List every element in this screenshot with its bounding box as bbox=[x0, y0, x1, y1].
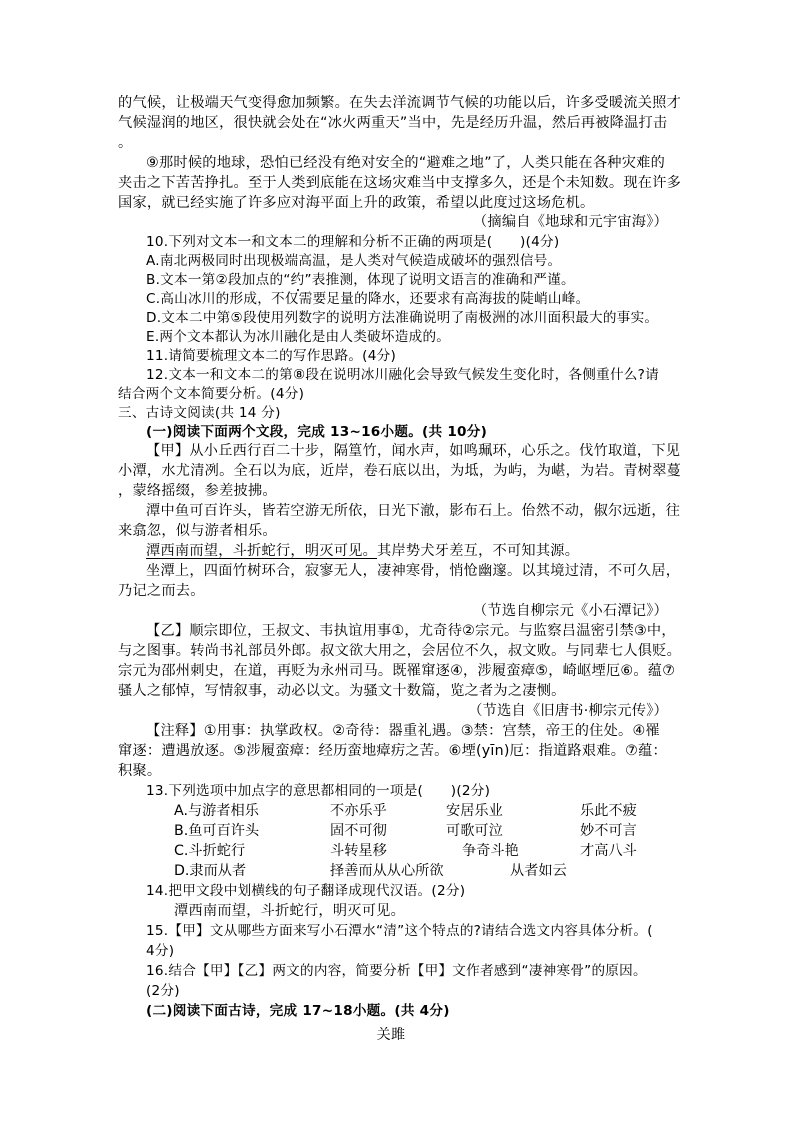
poem-title: 关雎 bbox=[376, 1027, 406, 1043]
yi-line: 【乙】顺宗即位，王叔文、韦执谊用事①，尤奇待②宗元。与监察吕温密引禁③中， bbox=[146, 623, 676, 639]
q13-option-c-3: 争奇斗艳 bbox=[462, 843, 519, 859]
section-3-title: 三、古诗文阅读(共 14 分) bbox=[118, 405, 281, 421]
notes-line: 窜逐：遭遇放逐。⑤涉履蛮瘴：经历蛮地瘴疠之苦。⑥堙(yīn)厄：指道路艰难。⑦蕴： bbox=[118, 743, 667, 759]
question-16-line: (2分) bbox=[146, 983, 180, 999]
yi-line: 宗元为邵州刺史，在道，再贬为永州司马。既罹窜逐④，涉履蛮瘴⑤，崎岖堙厄⑥。蕴⑦ bbox=[118, 663, 676, 679]
paragraph-line: 的气候，让极端天气变得愈加频繁。在失去洋流调节气候的功能以后，许多受暖流关照才 bbox=[118, 95, 682, 111]
notes-line: 【注释】①用事：执掌政权。②奇待：器重礼遇。③禁：宫禁，帝王的住处。④罹 bbox=[146, 723, 660, 739]
yi-source: （节选自《旧唐书·柳宗元传》） bbox=[468, 703, 668, 719]
question-11: 11.请简要梳理文本二的写作思路。(4分) bbox=[146, 348, 397, 364]
paragraph-9-line: 国家，就已经实施了许多应对海平面上升的政策，希望以此度过这场危机。 bbox=[118, 195, 595, 211]
question-14-sentence: 潭西南而望，斗折蛇行，明灭可见。 bbox=[174, 903, 406, 919]
question-10-option-a: A.南北两极同时出现极端高温，是人类对气候造成破坏的强烈信号。 bbox=[146, 253, 562, 269]
jia-source: （节选自柳宗元《小石潭记》） bbox=[472, 603, 668, 619]
question-10-stem: 10.下列对文本一和文本二的理解和分析不正确的两项是( )(4分) bbox=[146, 234, 560, 250]
q13-option-b-3: 可歌可泣 bbox=[446, 823, 503, 839]
question-14-stem: 14.把甲文段中划横线的句子翻译成现代汉语。(2分) bbox=[146, 883, 466, 899]
q13-option-a-3: 安居乐业 bbox=[446, 803, 503, 819]
paragraph-9-line: ⑨那时候的地球，恐怕已经没有绝对安全的“避难之地”了，人类只能在各种灾难的 bbox=[146, 155, 666, 171]
q13-option-c-4: 才高八斗 bbox=[580, 843, 637, 859]
q13-option-b-4: 妙不可言 bbox=[580, 823, 637, 839]
jia-line: 坐潭上，四面竹树环合，寂寥无人，凄神寒骨，悄怆幽邃。以其境过清，不可久居， bbox=[146, 563, 681, 579]
question-10-option-e: E.两个文本都认为冰川融化是由人类破坏造成的。 bbox=[146, 329, 451, 345]
q13-option-d-1: D.隶而从者 bbox=[174, 863, 247, 879]
question-15-line: 15.【甲】文从哪些方面来写小石潭水“清”这个特点的?请结合选文内容具体分析。( bbox=[146, 923, 653, 939]
part-1-title: (一)阅读下面两个文段，完成 13~16小题。(共 10分) bbox=[146, 424, 488, 440]
q13-option-b-1: B.鱼可百许头 bbox=[174, 823, 260, 839]
question-15-line: 4分) bbox=[146, 943, 175, 959]
paragraph-line: 。 bbox=[118, 135, 133, 151]
underlined-sentence: 潭西南而望，斗折蛇行，明灭可见。 bbox=[146, 543, 378, 559]
paragraph-line: 气候湿润的地区，很快就会处在“冰火两重天”当中，先是经历升温，然后再被降温打击 bbox=[118, 115, 668, 131]
paragraph-9-line: 夹击之下苦苦挣扎。至于人类到底能在这场灾难当中支撑多久，还是个未知数。现在许多 bbox=[118, 175, 682, 191]
question-10-option-d: D.文本二中第⑤段使用列数字的说明方法准确说明了南极洲的冰川面积最大的事实。 bbox=[146, 310, 659, 326]
jia-line: 来翕忽，似与游者相乐。 bbox=[118, 523, 277, 539]
q13-option-c-1: C.斗折蛇行 bbox=[174, 843, 246, 859]
q13-option-d-3: 从者如云 bbox=[510, 863, 567, 879]
question-12-line: 结合两个文本简要分析。(4分) bbox=[118, 386, 305, 402]
q13-option-b-2: 固不可彻 bbox=[330, 823, 387, 839]
q13-option-a-1: A.与游者相乐 bbox=[174, 803, 259, 819]
q13-option-d-2: 择善而从从心所欲 bbox=[330, 863, 444, 879]
q13-option-a-4: 乐此不疲 bbox=[580, 803, 637, 819]
question-13-stem: 13.下列选项中加点字的意思都相同的一项是( )(2分) bbox=[146, 783, 491, 799]
jia-underlined-line: 潭西南而望，斗折蛇行，明灭可见。其岸势犬牙差互，不可知其源。 bbox=[146, 543, 580, 559]
yi-line: 与之图事。转尚书礼部员外郎。叔文欲大用之，会居位不久，叔文败。与同辈七人俱贬。 bbox=[118, 643, 682, 659]
yi-line: 骚人之郁悼，写情叙事，动必以文。为骚文十数篇，览之者为之凄恻。 bbox=[118, 683, 566, 699]
question-16-line: 16.结合【甲】【乙】两文的内容，简要分析【甲】文作者感到“凄神寒骨”的原因。 bbox=[146, 963, 647, 979]
jia-line: 乃记之而去。 bbox=[118, 583, 205, 599]
question-10-option-c: C.高山冰川的形成，不仅需要足量的降水，还要求有高海拔的陡峭山峰。 bbox=[146, 291, 590, 307]
part-2-title: (二)阅读下面古诗，完成 17~18小题。(共 4分) bbox=[146, 1003, 450, 1019]
jia-line: 潭中鱼可百许头，皆若空游无所依，日光下澈，影布石上。佁然不动，俶尔远逝，往 bbox=[146, 503, 681, 519]
q13-option-c-2: 斗转星移 bbox=[330, 843, 387, 859]
jia-line: 【甲】从小丘西行百二十步，隔篁竹，闻水声，如鸣珮环，心乐之。伐竹取道，下见 bbox=[146, 443, 681, 459]
jia-line: ，蒙络摇缀，参差披拂。 bbox=[118, 483, 277, 499]
question-10-option-b: B.文本一第②段加点的“约”表推测，体现了说明文语言的准确和严谨。 bbox=[146, 272, 575, 288]
emphasis-dot-char: 约 bbox=[290, 272, 305, 288]
q13-option-a-2: 不亦乐乎 bbox=[330, 803, 387, 819]
question-12-line: 12.文本一和文本二的第⑧段在说明冰川融化会导致气候发生变化时，各侧重什么?请 bbox=[146, 367, 659, 383]
notes-line: 积聚。 bbox=[118, 763, 162, 779]
source-citation: （摘编自《地球和元宇宙海》） bbox=[472, 214, 668, 230]
jia-line: 小潭，水尤清冽。全石以为底，近岸，卷石底以出，为坻，为屿，为嵁，为岩。青树翠蔓 bbox=[118, 463, 682, 479]
